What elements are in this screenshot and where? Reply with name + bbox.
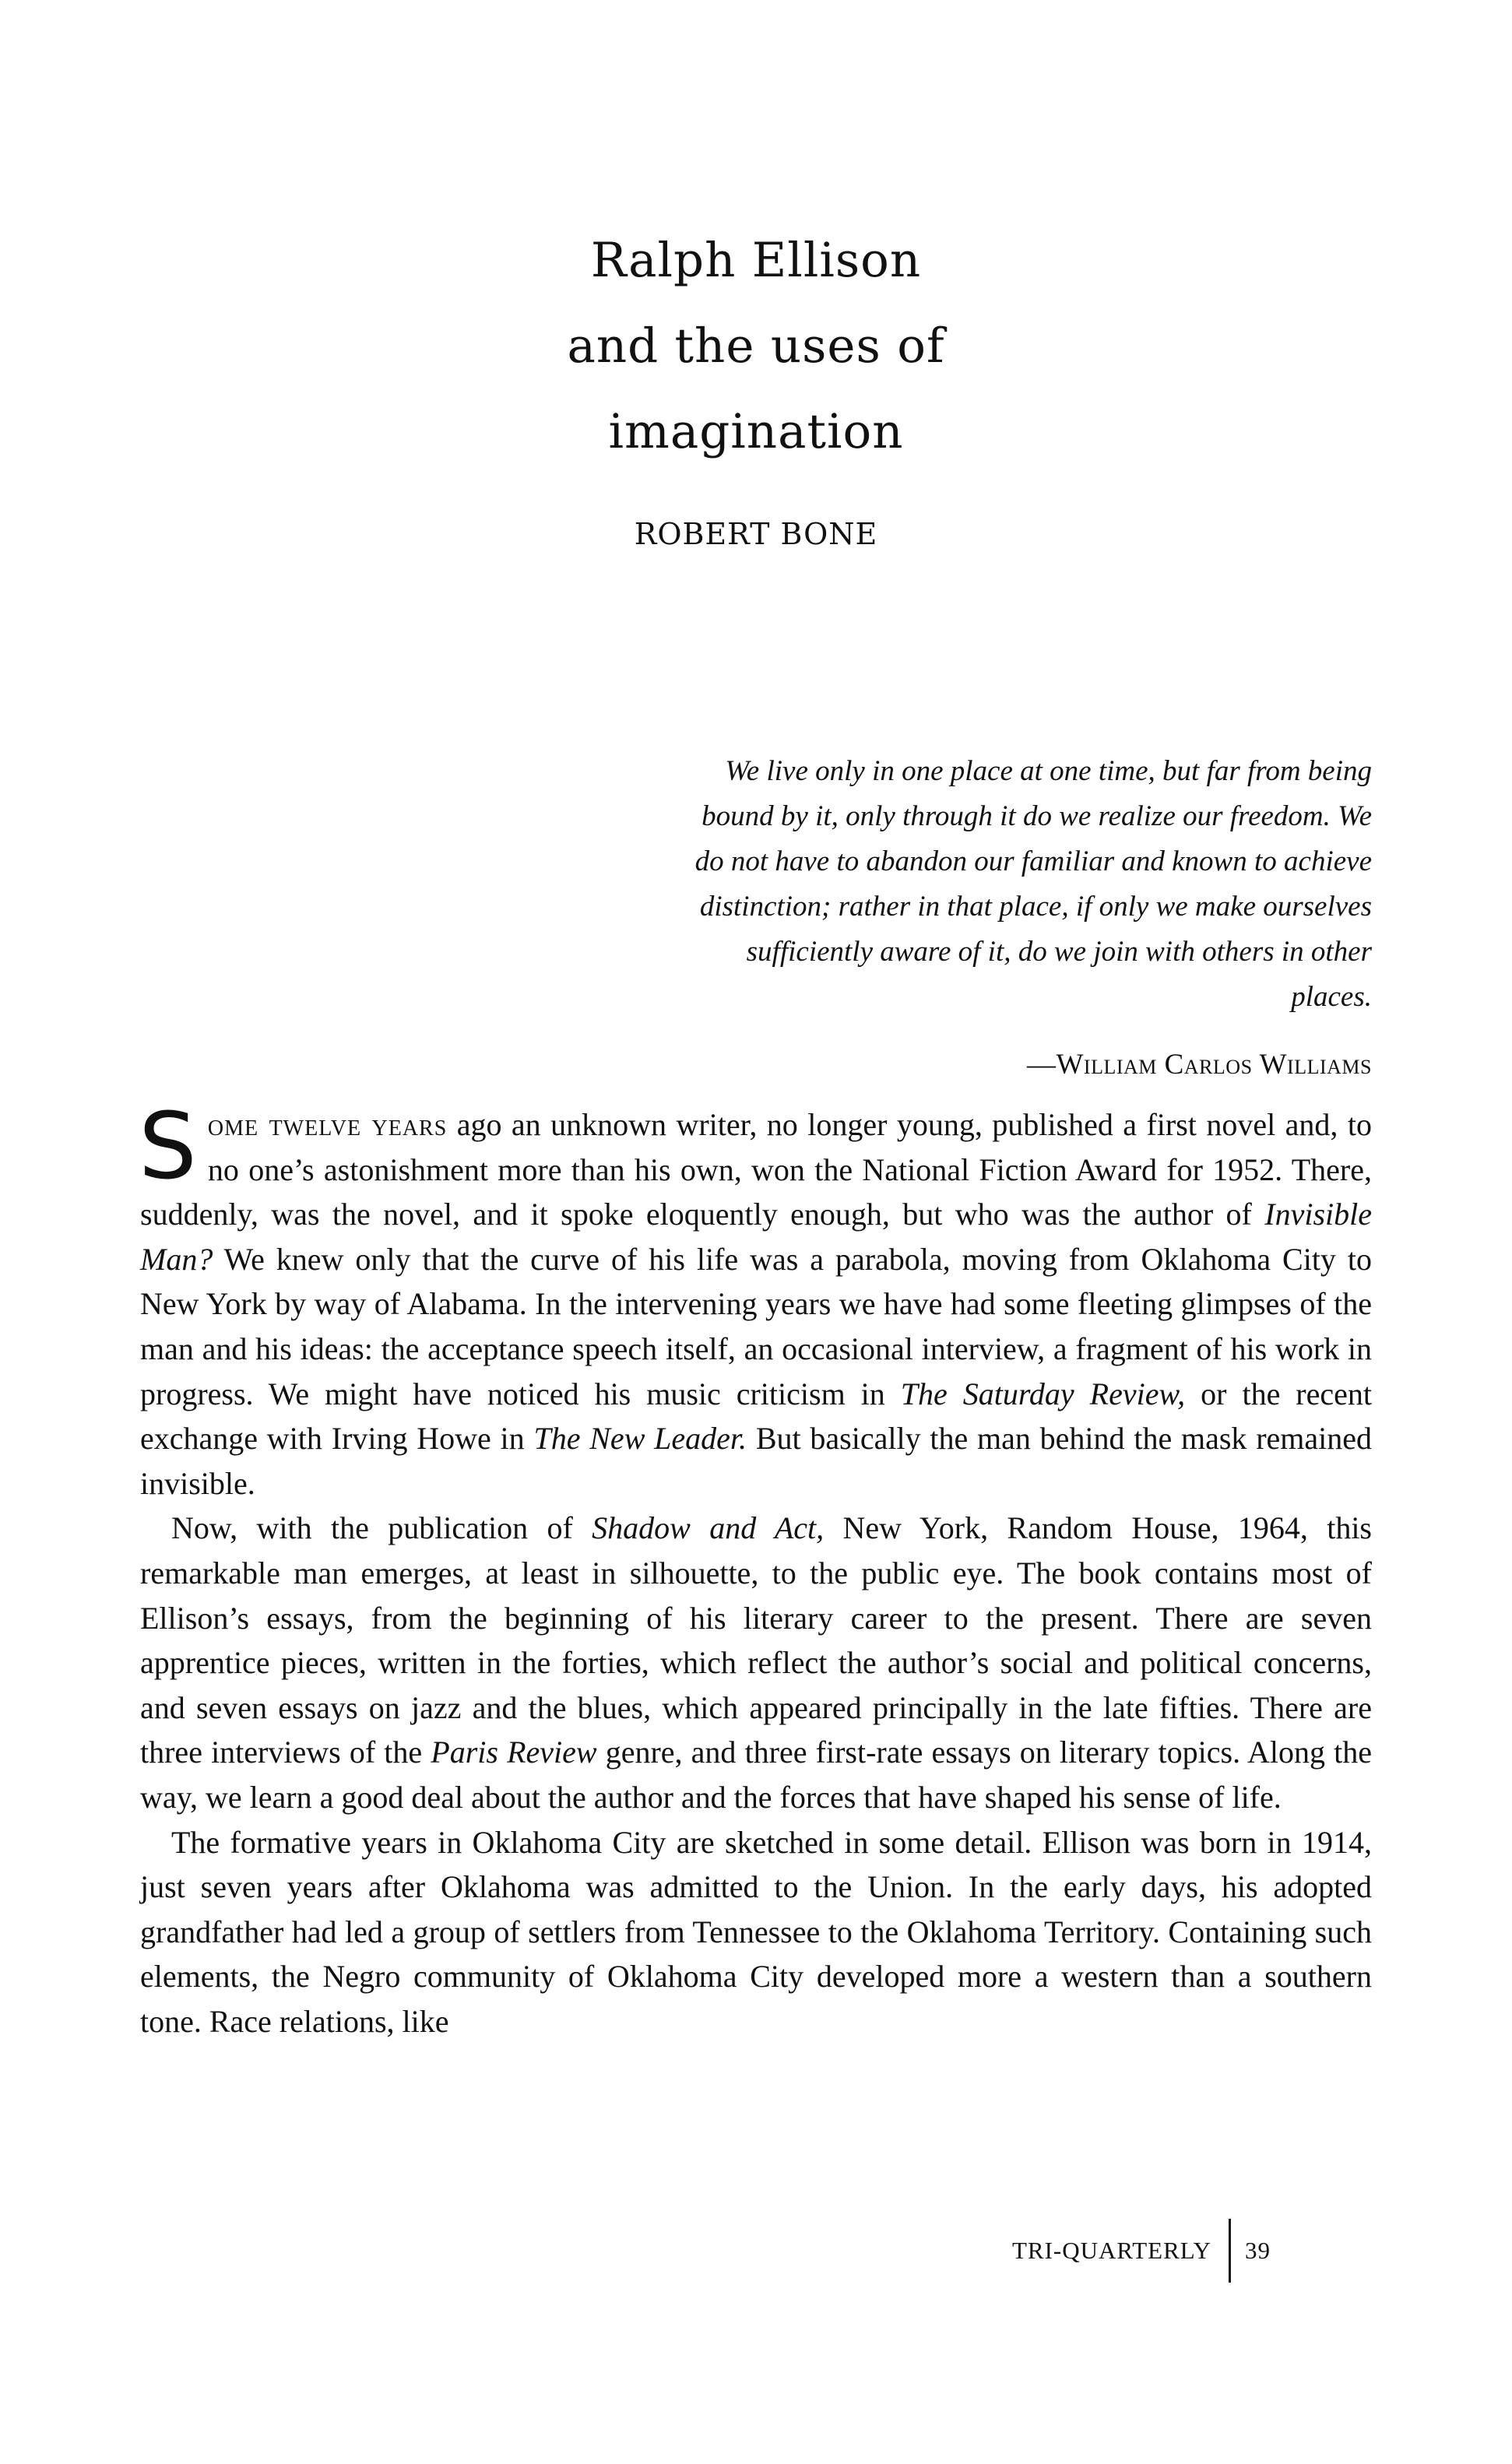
italic-title: Paris Review	[431, 1735, 597, 1770]
italic-title: Invisible Man?	[140, 1197, 1372, 1277]
footer-divider	[1229, 2219, 1231, 2283]
text-run: We knew only that the curve of his life was a parabola, moving from Oklahoma City to New York by way of Alabama. In the intervening years we have had some fleeting glimpses of the man and his ideas: the acceptance speech itself, an occasional interview, a fragment of his work in progress. We might have noticed his music criticism in	[140, 1241, 1372, 1411]
italic-title: The New Leader.	[533, 1421, 747, 1457]
epigraph-text: We live only in one place at one time, but far from being bound by it, only through it do we realize our freedom. We do not have to abandon our familiar and known to achieve distinction; rather in that place, if only we make ourselves sufficiently aware of it, do we join with others in other places.	[694, 755, 1372, 1013]
page-footer	[1012, 2219, 1271, 2283]
text-run: genre, and three first-rate essays on literary topics. Along the way, we learn a good deal about the author and the forces that have shaped his sense of life.	[140, 1735, 1373, 1815]
title-line-3: imagination	[608, 404, 904, 459]
author-byline: ROBERT BONE	[634, 517, 878, 551]
paragraph-1	[139, 1092, 1373, 1506]
page-number: 39	[1245, 2237, 1271, 2264]
article-body	[139, 1092, 1373, 2044]
drop-cap: S	[139, 1092, 197, 1200]
text-run: New York, Random House, 1964, this remarkable man emerges, at least in silhouette, to the public eye. The book contains most of Ellison’s essays, from the beginning of his literary career to the present. There are seven apprentice pieces, written in the forties, which reflect the author’s social and political concerns, and seven essays on jazz and the blues, which appeared principally in the late fifties. There are three interviews of the	[140, 1510, 1372, 1770]
lead-in-caps: ome twelve years	[207, 1107, 448, 1142]
text-run: Now, with the publication of	[171, 1510, 592, 1546]
italic-title: The Saturday Review,	[900, 1376, 1186, 1411]
title-line-1: Ralph Ellison	[590, 233, 922, 288]
paragraph-2	[140, 1506, 1372, 1819]
epigraph-attribution: —William Carlos Williams	[1026, 1049, 1372, 1081]
italic-title: Shadow and Act,	[592, 1510, 825, 1546]
text-run: But basically the man behind the mask remained invisible.	[140, 1421, 1373, 1501]
title-line-2: and the uses of	[567, 318, 945, 374]
paragraph-3	[140, 1820, 1372, 2044]
text-run: or the recent exchange with Irving Howe in	[140, 1376, 1372, 1457]
text-run: The formative years in Oklahoma City are sketched in some detail. Ellison was born in 1914, just seven years after Oklahoma was admitted to the Union. In the early days, his adopted grandfather had led a group of settlers from Tennessee to the Oklahoma Territory. Containing such elements, the Negro community of Oklahoma City developed more a western than a southern tone. Race relations, like	[140, 1824, 1372, 2039]
article-title	[0, 218, 1512, 475]
journal-name: TRI-QUARTERLY	[1011, 2237, 1211, 2264]
text-run: ago an unknown writer, no longer young, published a first novel and, to no one’s astonishment more than his own, won the National Fiction Award for 1952. There, suddenly, was the novel, and it spoke eloquently enough, but who was the author of	[140, 1107, 1372, 1232]
